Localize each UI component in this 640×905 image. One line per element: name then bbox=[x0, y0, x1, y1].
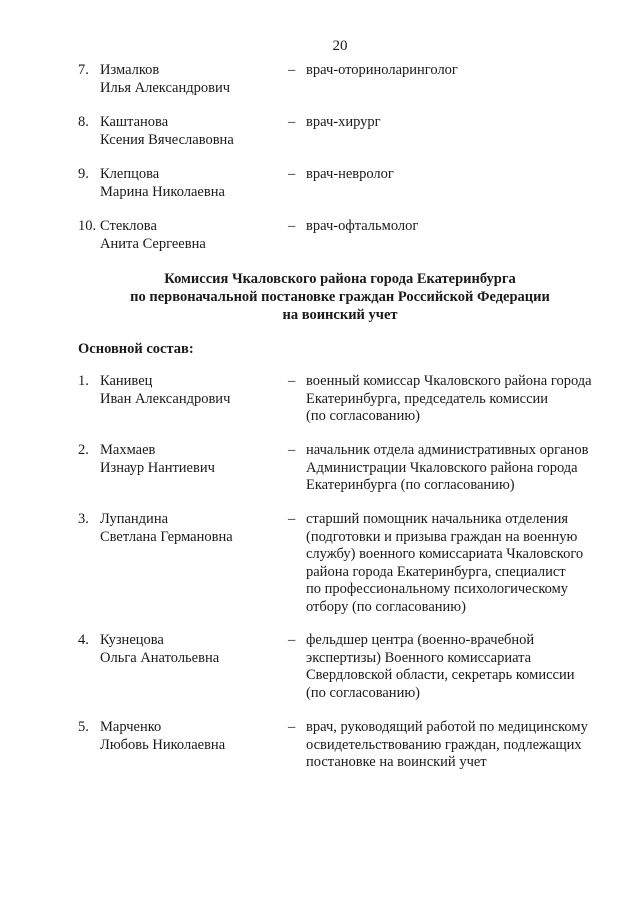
role-line: постановке на воинский учет bbox=[306, 754, 487, 770]
item-number: 7. bbox=[78, 62, 89, 78]
role-line: по профессиональному психологическому bbox=[306, 581, 569, 597]
role-line: Екатеринбурга, председатель комиссии bbox=[306, 390, 549, 407]
surname: Махмаев bbox=[100, 442, 156, 458]
person-name bbox=[100, 62, 280, 97]
role-line: фельдшер центра (военно-врачебной bbox=[306, 632, 535, 648]
role-line: службу) военного комиссариата Чкаловского bbox=[306, 546, 584, 562]
role-line: врач-оториноларинголог bbox=[306, 62, 458, 78]
given-names: Любовь Николаевна bbox=[100, 736, 226, 753]
role-line: района города Екатеринбурга, специалист bbox=[306, 563, 566, 580]
role-line: врач, руководящий работой по медицинскому bbox=[306, 719, 588, 735]
role-line: экспертизы) Военного комиссариата bbox=[306, 649, 532, 666]
dash: – bbox=[288, 218, 296, 234]
person-name bbox=[100, 218, 280, 253]
person-name bbox=[100, 166, 280, 201]
title-line: на воинский учет bbox=[282, 307, 398, 323]
role-line: Екатеринбурга (по согласованию) bbox=[306, 477, 515, 493]
role-line: врач-хирург bbox=[306, 114, 381, 130]
given-names: Анита Сергеевна bbox=[100, 235, 206, 252]
surname: Измалков bbox=[100, 62, 160, 78]
given-names: Марина Николаевна bbox=[100, 183, 225, 200]
role bbox=[306, 218, 626, 236]
dash: – bbox=[288, 442, 296, 458]
surname: Канивец bbox=[100, 373, 153, 389]
surname: Лупандина bbox=[100, 511, 169, 527]
dash: – bbox=[288, 166, 296, 182]
given-names: Ольга Анатольевна bbox=[100, 649, 220, 666]
item-number: 10. bbox=[78, 218, 97, 234]
role bbox=[306, 442, 626, 495]
person-name bbox=[100, 442, 280, 477]
role-line: врач-офтальмолог bbox=[306, 218, 419, 234]
person-name bbox=[100, 632, 280, 667]
item-number: 3. bbox=[78, 511, 89, 527]
surname: Клепцова bbox=[100, 166, 160, 182]
role-line: военный комиссар Чкаловского района города bbox=[306, 373, 592, 389]
given-names: Илья Александрович bbox=[100, 79, 231, 96]
title-line: по первоначальной постановке граждан Российской Федерации bbox=[130, 289, 550, 305]
given-names: Светлана Германовна bbox=[100, 528, 233, 545]
role-line: начальник отдела административных органов bbox=[306, 442, 589, 458]
person-name bbox=[100, 511, 280, 546]
given-names: Ксения Вячеславовна bbox=[100, 131, 234, 148]
role bbox=[306, 373, 626, 426]
item-number: 2. bbox=[78, 442, 89, 458]
role bbox=[306, 719, 626, 772]
dash: – bbox=[288, 373, 296, 389]
item-number: 8. bbox=[78, 114, 89, 130]
role-line: Свердловской области, секретарь комиссии bbox=[306, 667, 575, 683]
role bbox=[306, 62, 626, 80]
item-number: 5. bbox=[78, 719, 89, 735]
person-name bbox=[100, 114, 280, 149]
role bbox=[306, 166, 626, 184]
surname: Марченко bbox=[100, 719, 162, 735]
role-line: Администрации Чкаловского района города bbox=[306, 459, 578, 476]
role-line: освидетельствованию граждан, подлежащих bbox=[306, 736, 582, 753]
item-number: 4. bbox=[78, 632, 89, 648]
dash: – bbox=[288, 632, 296, 648]
person-name bbox=[100, 373, 280, 408]
given-names: Иван Александрович bbox=[100, 390, 231, 407]
surname: Каштанова bbox=[100, 114, 169, 130]
person-name bbox=[100, 719, 280, 754]
role-line: старший помощник начальника отделения bbox=[306, 511, 569, 527]
role bbox=[306, 632, 626, 702]
item-number: 9. bbox=[78, 166, 89, 182]
page-number: 20 bbox=[332, 38, 348, 54]
section-title bbox=[0, 270, 640, 324]
item-number: 1. bbox=[78, 373, 89, 389]
dash: – bbox=[288, 62, 296, 78]
role-line: врач-невролог bbox=[306, 166, 394, 182]
role-line: (подготовки и призыва граждан на военную bbox=[306, 528, 578, 545]
role-line: отбору (по согласованию) bbox=[306, 598, 466, 615]
dash: – bbox=[288, 114, 296, 130]
subheading: Основной состав: bbox=[78, 341, 194, 357]
surname: Стеклова bbox=[100, 218, 157, 234]
role-line: (по согласованию) bbox=[306, 684, 420, 701]
title-line: Комиссия Чкаловского района города Екатеринбурга bbox=[164, 271, 516, 287]
surname: Кузнецова bbox=[100, 632, 164, 648]
role-line: (по согласованию) bbox=[306, 408, 420, 424]
dash: – bbox=[288, 511, 296, 527]
role bbox=[306, 511, 626, 616]
role bbox=[306, 114, 626, 132]
given-names: Изнаур Нантиевич bbox=[100, 459, 215, 476]
dash: – bbox=[288, 719, 296, 735]
